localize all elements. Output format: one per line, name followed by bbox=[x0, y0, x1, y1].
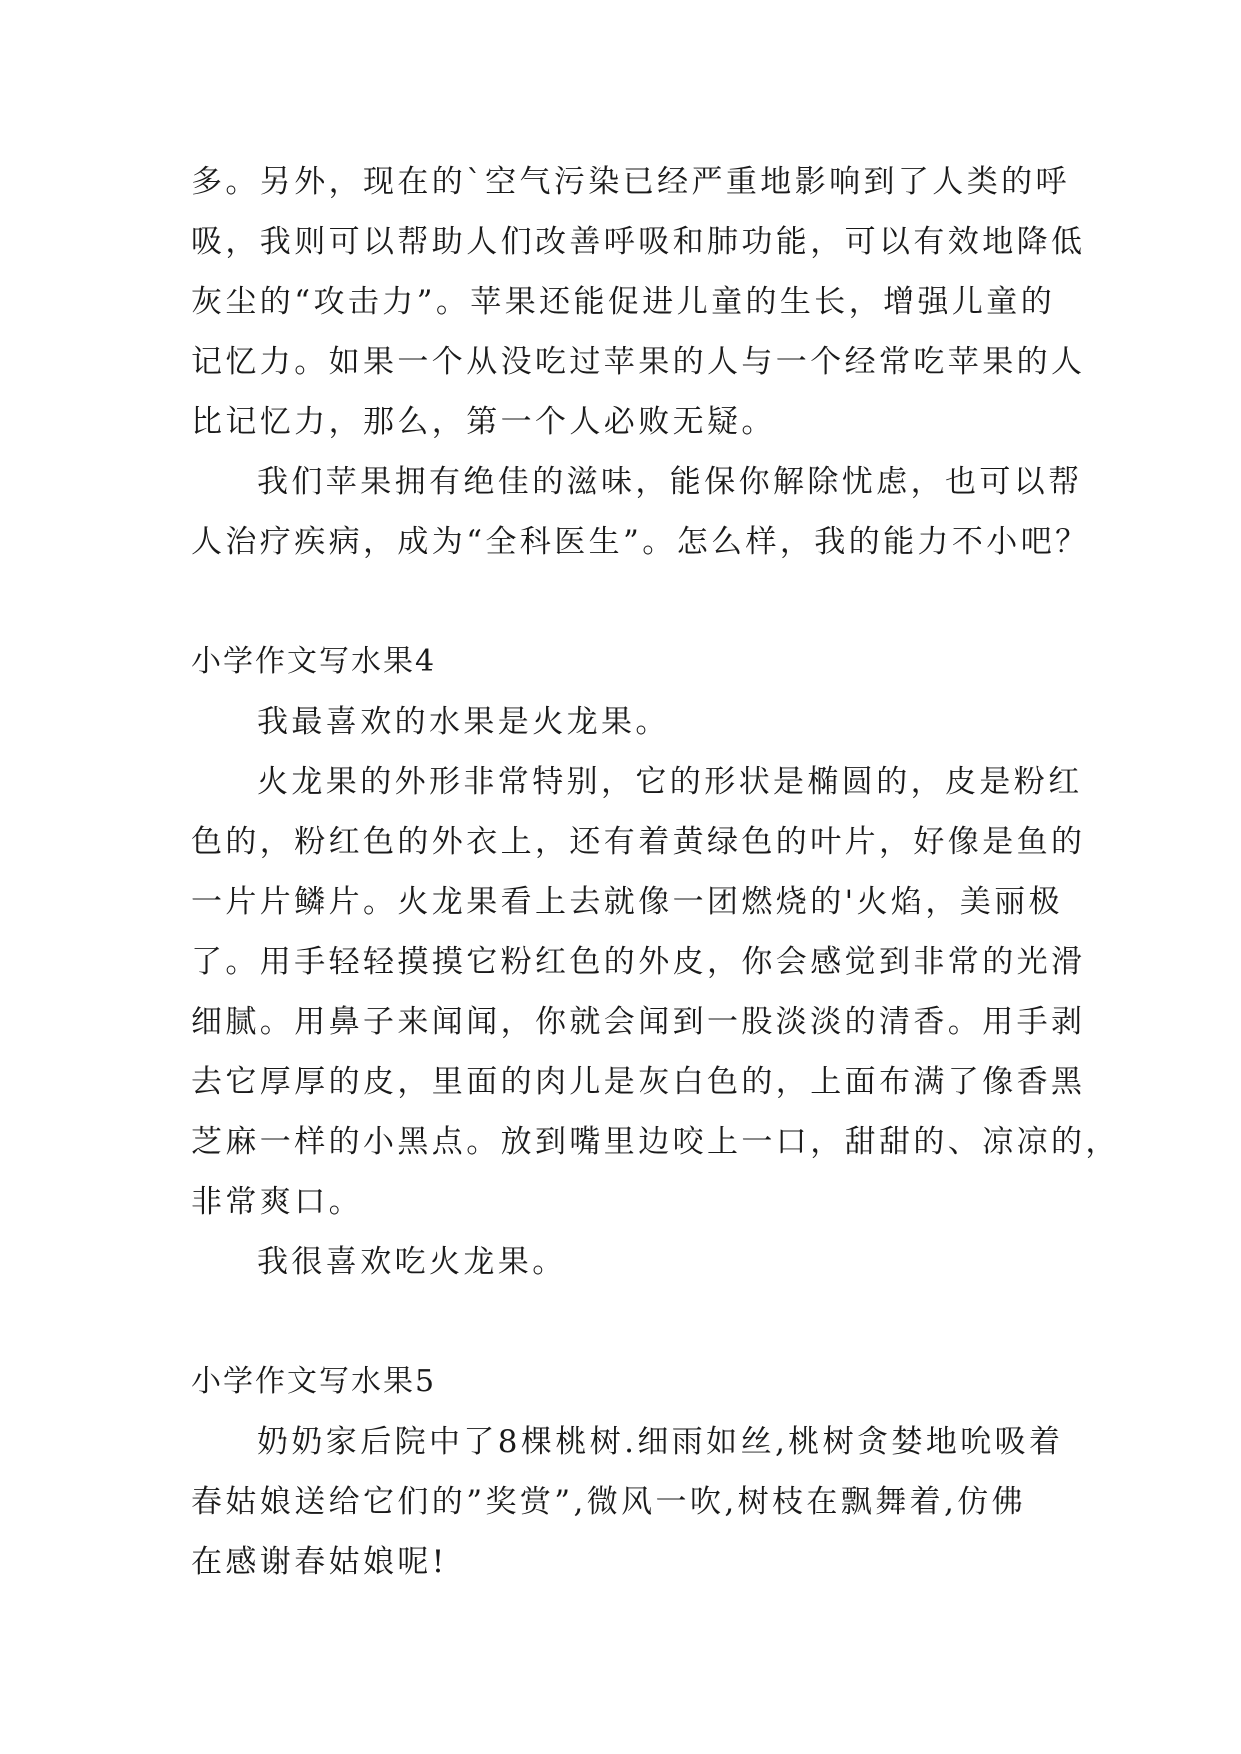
text-line: 去它厚厚的皮，里面的肉儿是灰白色的，上面布满了像香黑 bbox=[191, 1064, 1086, 1100]
text-line: 比记忆力，那么，第一个人必败无疑。 bbox=[191, 404, 776, 440]
paragraph-peach-trees bbox=[191, 1412, 1064, 1592]
text-line: 记忆力。如果一个从没吃过苹果的人与一个经常吃苹果的人 bbox=[191, 344, 1086, 380]
text-line: 色的，粉红色的外衣上，还有着黄绿色的叶片，好像是鱼的 bbox=[191, 824, 1086, 860]
text-line: 一片片鳞片。火龙果看上去就像一团燃烧的'火焰，美丽极 bbox=[191, 884, 1063, 920]
text-line: 细腻。用鼻子来闻闻，你就会闻到一股淡淡的清香。用手剥 bbox=[191, 1004, 1086, 1040]
section-title-4: 小学作文写水果4 bbox=[191, 644, 437, 679]
text-line: 我们苹果拥有绝佳的滋味，能保你解除忧虑，也可以帮 bbox=[257, 464, 1083, 500]
text-line: 奶奶家后院中了8棵桃树.细雨如丝,桃树贪婪地吮吸着 bbox=[257, 1424, 1064, 1460]
section-gap bbox=[191, 572, 1051, 632]
text-line: 火龙果的外形非常特别，它的形状是椭圆的，皮是粉红 bbox=[257, 764, 1083, 800]
text-line: 芝麻一样的小黑点。放到嘴里边咬上一口，甜甜的、凉凉的， bbox=[191, 1124, 1120, 1160]
paragraph-dragonfruit-description bbox=[191, 752, 1120, 1232]
section-title-5: 小学作文写水果5 bbox=[191, 1364, 437, 1399]
section-gap bbox=[191, 1292, 1051, 1352]
text-line: 了。用手轻轻摸摸它粉红色的外皮，你会感觉到非常的光滑 bbox=[191, 944, 1086, 980]
text-line: 在感谢春姑娘呢! bbox=[191, 1544, 448, 1580]
text-line: 吸，我则可以帮助人们改善呼吸和肺功能，可以有效地降低 bbox=[191, 224, 1086, 260]
paragraph-apple-closing bbox=[191, 452, 1090, 572]
paragraph-apple-benefits bbox=[191, 152, 1086, 452]
document-page bbox=[191, 152, 1120, 1592]
text-line: 人治疗疾病，成为“全科医生”。怎么样，我的能力不小吧？ bbox=[191, 524, 1090, 560]
text-line: 灰尘的“攻击力”。苹果还能促进儿童的生长，增强儿童的 bbox=[191, 284, 1056, 320]
text-line: 非常爽口。 bbox=[191, 1184, 363, 1220]
paragraph-ending: 我很喜欢吃火龙果。 bbox=[257, 1244, 567, 1280]
text-line: 多。另外，现在的`空气污染已经严重地影响到了人类的呼 bbox=[191, 164, 1070, 200]
text-line: 春姑娘送给它们的”奖赏”,微风一吹,树枝在飘舞着,仿佛 bbox=[191, 1484, 1027, 1520]
paragraph-intro: 我最喜欢的水果是火龙果。 bbox=[257, 704, 670, 740]
